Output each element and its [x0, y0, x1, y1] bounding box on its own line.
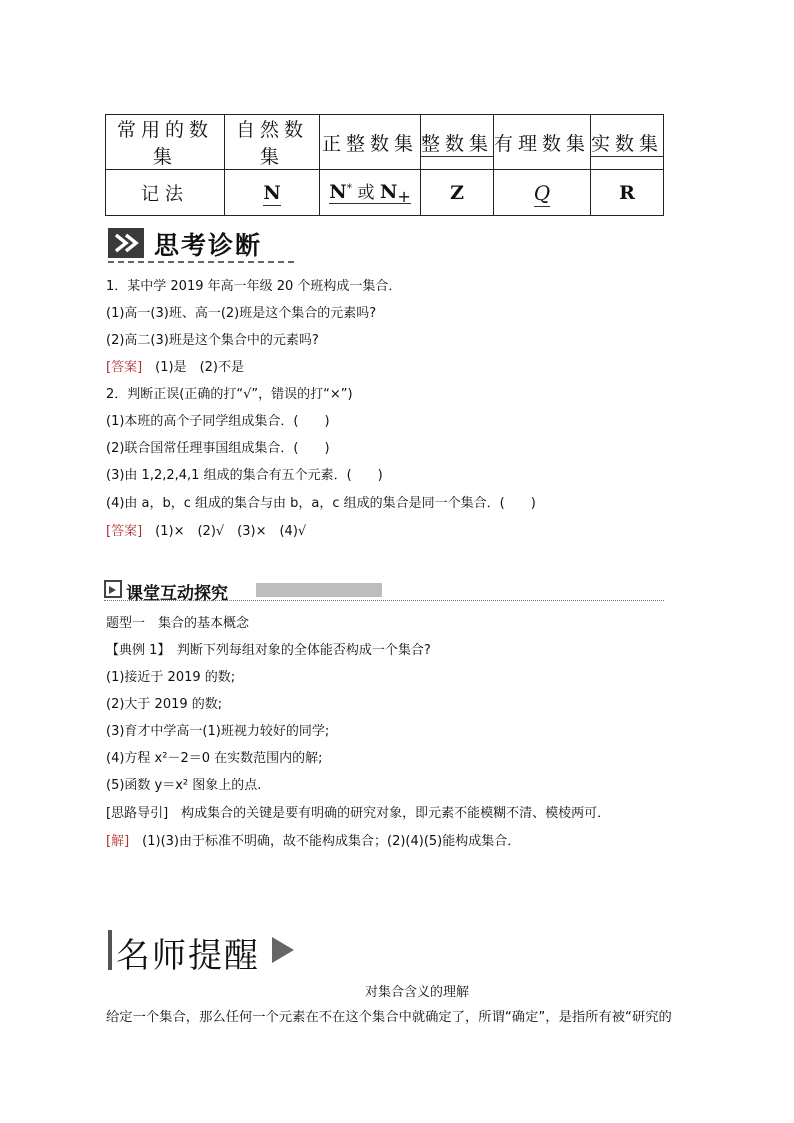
- table-cell: 正整数集: [320, 115, 421, 170]
- table-notation-row: [106, 170, 664, 216]
- table-header-row: [106, 115, 664, 170]
- answer-line: [106, 360, 244, 376]
- section-title: 课堂互动探究: [126, 584, 228, 604]
- paragraph-line: 2．判断正误(正确的打“√”，错误的打“×”): [106, 387, 353, 402]
- table-cell: 有理数集: [494, 115, 591, 170]
- section-banner-class: [104, 578, 664, 602]
- section-title: 名师提醒: [116, 936, 260, 976]
- answer-text: (1)× (2)√ (3)× (4)√: [155, 524, 307, 539]
- paragraph-line: 1．某中学 2019 年高一年级 20 个班构成一集合．: [106, 279, 402, 294]
- paragraph-line: (5)函数 y＝x² 图象上的点.: [106, 778, 262, 793]
- tip-subtitle: 对集合含义的理解: [364, 985, 469, 1000]
- answer-text: (1)是 (2)不是: [155, 360, 245, 375]
- table-cell: N* 或 $N_+$: [320, 170, 421, 216]
- solution-tag: [解]: [106, 834, 130, 849]
- arrow-box-icon: [104, 580, 122, 598]
- paragraph-line: (3)育才中学高一(1)班视力较好的同学;: [106, 724, 330, 739]
- arrow-icon: [108, 228, 144, 258]
- divider: [108, 261, 294, 263]
- paragraph-line: (1)接近于 2019 的数;: [106, 670, 236, 685]
- paragraph-line: (3)由 1,2,2,4,1 组成的集合有五个元素．( ): [106, 468, 383, 483]
- example-heading: 【典例 1】 判断下列每组对象的全体能否构成一个集合?: [106, 643, 431, 658]
- section-title: 思考诊断: [154, 231, 263, 260]
- paragraph-line: (2)高二(3)班是这个集合中的元素吗?: [106, 333, 319, 348]
- vertical-bar: [108, 930, 112, 970]
- table-cell: 自然数集: [225, 115, 320, 170]
- table-cell: Z: [421, 170, 494, 216]
- table-cell: Q: [494, 170, 591, 216]
- table-cell: 记法: [106, 170, 225, 216]
- decorative-bar: [256, 583, 382, 597]
- paragraph-line: (1)本班的高个子同学组成集合．( ): [106, 414, 330, 429]
- table-cell: 整数集: [421, 115, 494, 170]
- paragraph-line: (2)联合国常任理事国组成集合．( ): [106, 441, 330, 456]
- hint-line: [思路导引] 构成集合的关键是要有明确的研究对象，即元素不能模糊不清、模棱两可．: [106, 806, 611, 821]
- table-cell: R: [591, 170, 664, 216]
- number-sets-table: [105, 114, 664, 216]
- paragraph-line: (4)由 a，b，c 组成的集合与由 b，a，c 组成的集合是同一个集合．( ): [106, 496, 536, 511]
- paragraph-line: (4)方程 x²－2＝0 在实数范围内的解;: [106, 751, 323, 766]
- table-cell: 实数集: [591, 115, 664, 170]
- table-cell: N: [225, 170, 320, 216]
- tip-paragraph: 给定一个集合，那么任何一个元素在不在这个集合中就确定了，所谓“确定”，是指所有被“研究的: [106, 1010, 672, 1025]
- paragraph-line: (2)大于 2019 的数;: [106, 697, 223, 712]
- answer-line: [106, 524, 306, 540]
- section-banner-thinking: [108, 226, 294, 262]
- table-cell: 常用的数集: [106, 115, 225, 170]
- triangle-icon: [272, 937, 294, 963]
- divider: [104, 600, 664, 601]
- solution-text: (1)(3)由于标准不明确，故不能构成集合；(2)(4)(5)能构成集合．: [142, 834, 521, 849]
- answer-tag: [答案]: [106, 360, 143, 375]
- paragraph-line: (1)高一(3)班、高一(2)班是这个集合的元素吗?: [106, 306, 377, 321]
- answer-tag: [答案]: [106, 524, 143, 539]
- topic-heading: 题型一 集合的基本概念: [106, 616, 250, 631]
- solution-line: [106, 834, 520, 850]
